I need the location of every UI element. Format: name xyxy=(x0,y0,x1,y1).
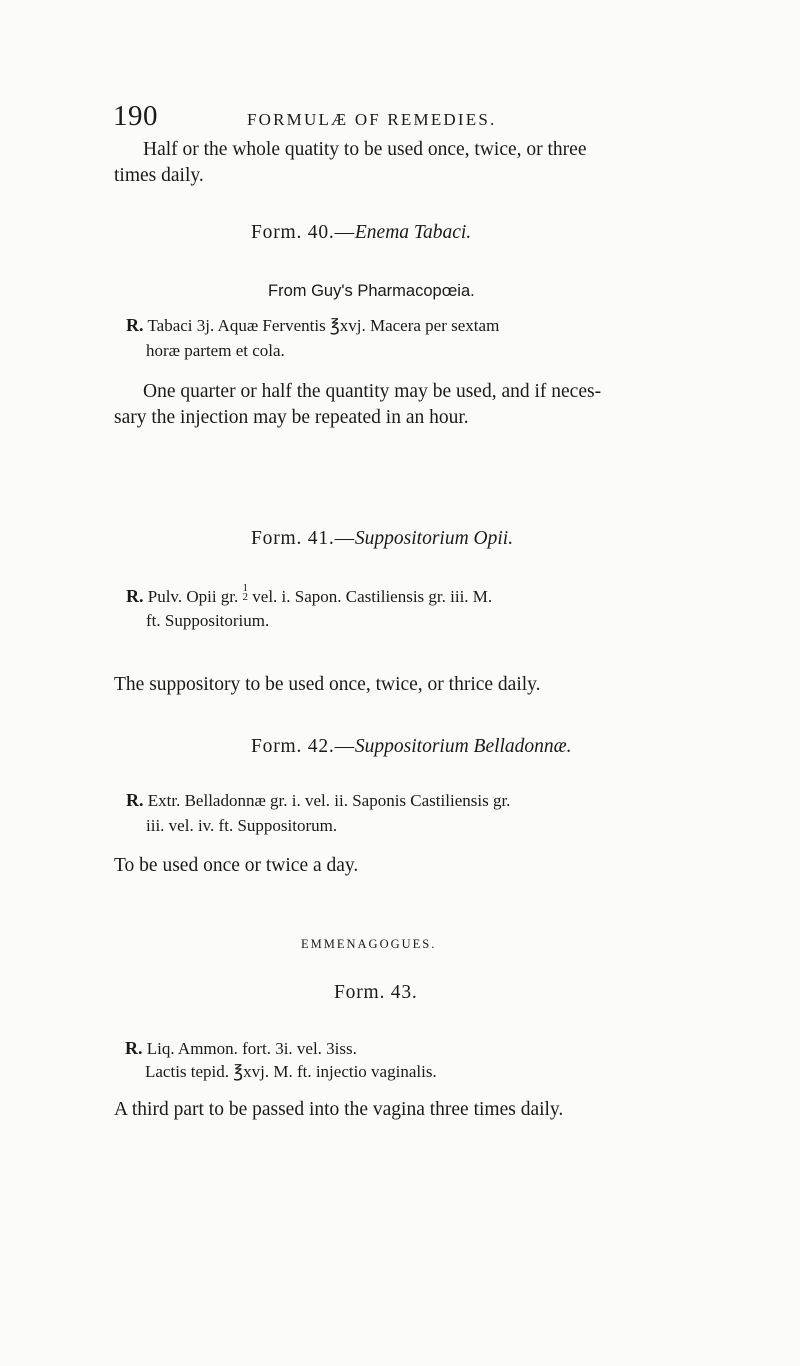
form-42-note: To be used once or twice a day. xyxy=(114,855,359,876)
form-41-prescription-line-2: ft. Suppositorium. xyxy=(146,611,270,630)
form-42-label: Form. 42.— xyxy=(251,736,355,757)
form-42-prescription-line-2: iii. vel. iv. ft. Suppositorum. xyxy=(146,816,338,835)
form-40-title: Enema Tabaci. xyxy=(354,222,472,243)
form-40-source: From Guy's Pharmacopœia. xyxy=(268,282,475,300)
form-41-prescription-line-1 xyxy=(126,584,492,609)
recipe-symbol: R. xyxy=(126,790,144,810)
form-40-prescription-line-1 xyxy=(126,313,499,338)
form-40-label: Form. 40.— xyxy=(251,222,355,243)
intro-line-1: Half or the whole quatity to be used once, twice, or three xyxy=(143,139,587,160)
form-41-note: The suppository to be used once, twice, or thrice daily. xyxy=(114,674,541,695)
fraction-numerator: 1 xyxy=(242,582,249,594)
form-42-prescription-line-1 xyxy=(126,788,510,813)
form-40-heading xyxy=(251,222,471,244)
page-number: 190 xyxy=(113,100,158,132)
form-43-note: A third part to be passed into the vagina three times daily. xyxy=(114,1099,564,1120)
form-41-label: Form. 41.— xyxy=(251,528,355,549)
form-41-rx-text-1a: Pulv. Opii gr. xyxy=(147,587,239,606)
fraction-one-half xyxy=(243,584,249,602)
form-40-rx-text-1: Tabaci 3j. Aquæ Ferventis ℥xvj. Macera per sextam xyxy=(147,316,500,335)
running-title: FORMULÆ OF REMEDIES. xyxy=(247,110,497,129)
form-41-rx-text-1b: vel. i. Sapon. Castiliensis gr. iii. M. xyxy=(252,587,493,606)
recipe-symbol: R. xyxy=(125,1038,143,1058)
form-42-rx-text-1: Extr. Belladonnæ gr. i. vel. ii. Saponis Castiliensis gr. xyxy=(147,791,511,810)
section-heading: EMMENAGOGUES. xyxy=(301,937,437,951)
fraction-denominator: 2 xyxy=(242,591,249,603)
form-42-title: Suppositorium Belladonnæ. xyxy=(354,736,572,757)
form-40-note-line-2: sary the injection may be repeated in an hour. xyxy=(114,407,469,428)
form-41-heading xyxy=(251,528,513,550)
form-41-title: Suppositorium Opii. xyxy=(354,528,514,549)
form-40-prescription-line-2: horæ partem et cola. xyxy=(146,341,285,360)
form-43-heading xyxy=(334,982,418,1004)
intro-line-2: times daily. xyxy=(114,165,204,186)
form-40-note-line-1: One quarter or half the quantity may be used, and if neces- xyxy=(143,381,602,402)
form-43-label: Form. 43. xyxy=(334,982,418,1003)
form-42-heading xyxy=(251,736,572,758)
form-43-prescription-line-2: Lactis tepid. ℥xvj. M. ft. injectio vaginalis. xyxy=(145,1062,437,1081)
recipe-symbol: R. xyxy=(126,315,144,335)
recipe-symbol: R. xyxy=(126,586,144,606)
form-43-rx-text-1: Liq. Ammon. fort. 3i. vel. 3iss. xyxy=(146,1039,357,1058)
form-43-prescription-line-1 xyxy=(125,1036,357,1061)
